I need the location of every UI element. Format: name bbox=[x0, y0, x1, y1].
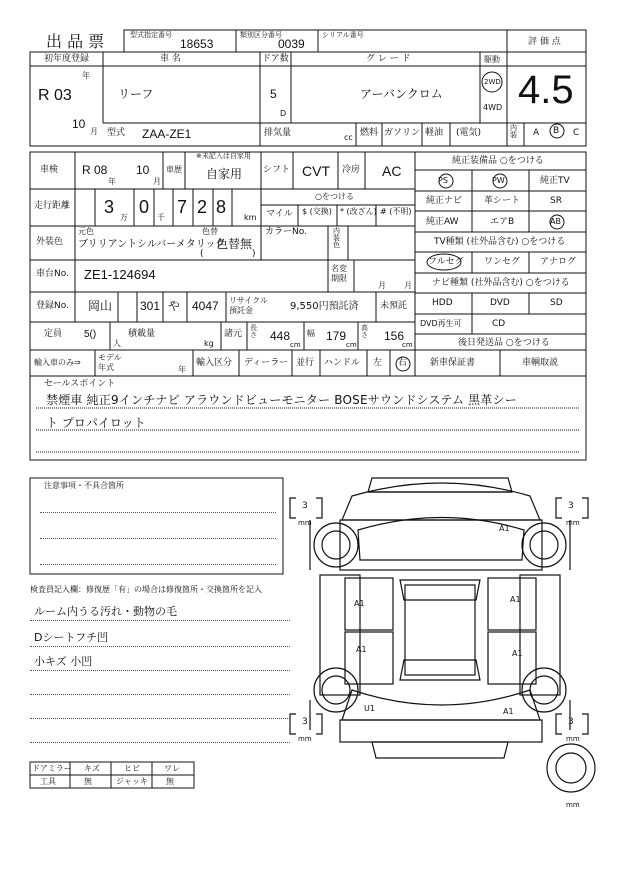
mark-right-front-door: A1 bbox=[510, 595, 521, 604]
equip-aw: 純正AW bbox=[426, 217, 459, 227]
width-cm: cm bbox=[346, 341, 357, 349]
month-unit: 月 bbox=[90, 127, 98, 136]
modified-label: * (改ざん) bbox=[340, 207, 377, 216]
car-name-label: 車 名 bbox=[160, 54, 181, 64]
car-name: リーフ bbox=[118, 87, 154, 101]
legend-jack: ジャッキ bbox=[116, 777, 148, 786]
recycle-unpaid: 未預託 bbox=[380, 301, 408, 311]
page-title: 出 品 票 bbox=[46, 32, 105, 51]
height-value: 156 bbox=[384, 329, 405, 343]
registration-label: 登録No. bbox=[36, 301, 69, 311]
dealer-option: ディーラー bbox=[244, 358, 289, 368]
mark-rear-left: U1 bbox=[364, 704, 375, 713]
year-unit: 年 bbox=[82, 71, 90, 80]
mileage-digit-2: 0 bbox=[139, 197, 150, 217]
tv-fullseg: フルセグ bbox=[428, 257, 464, 267]
later-header: 後日発送品 ○をつける bbox=[458, 338, 550, 348]
mileage-label: 走行距離 bbox=[34, 201, 71, 211]
capacity-label: 定員 bbox=[44, 329, 63, 339]
fuel-diesel: 軽油 bbox=[425, 128, 444, 138]
left-option: 左 bbox=[373, 358, 383, 368]
shaken-month: 10 bbox=[136, 163, 150, 177]
class-value: 0039 bbox=[278, 37, 305, 51]
shaken-month-unit: 月 bbox=[153, 177, 161, 186]
first-reg-label: 初年度登録 bbox=[44, 54, 90, 64]
length-cm: cm bbox=[290, 341, 301, 349]
import-type-label: 輸入区分 bbox=[196, 358, 233, 368]
mm-spare: mm bbox=[566, 801, 580, 809]
color-paren-close: ) bbox=[252, 249, 256, 259]
length-value: 448 bbox=[270, 329, 291, 343]
manual: 車輌取説 bbox=[522, 358, 559, 368]
sales-line-2: ト プロパイロット bbox=[46, 416, 146, 430]
mileage-digit-3: 7 bbox=[177, 197, 188, 217]
km-unit: km bbox=[244, 213, 257, 222]
color-change-value: 色替無 bbox=[216, 237, 253, 251]
length-label: 長さ bbox=[250, 324, 257, 339]
width-value: 179 bbox=[326, 329, 347, 343]
mark-left-front-door: A1 bbox=[354, 599, 365, 608]
equip-sr: SR bbox=[550, 196, 562, 206]
grade-value: アーバンクロム bbox=[360, 87, 443, 101]
tv-header: TV種類 (社外品含む) ○をつける bbox=[434, 237, 566, 247]
model-year-label: モデル年式 bbox=[98, 353, 122, 372]
model-value: ZAA-ZE1 bbox=[142, 127, 192, 141]
navi-sd: SD bbox=[550, 298, 563, 308]
first-reg-month: 10 bbox=[72, 117, 86, 131]
equip-airbag: エアB bbox=[490, 217, 515, 227]
reg-kana: や bbox=[168, 299, 181, 313]
displacement-label: 排気量 bbox=[264, 128, 292, 138]
interior-a: A bbox=[533, 128, 540, 138]
history-label: 車歴 bbox=[166, 165, 182, 174]
fuel-gas: ガソリン bbox=[384, 128, 421, 138]
shift-value: CVT bbox=[302, 163, 330, 179]
mm-front-left: mm bbox=[298, 519, 312, 527]
model-label: 型式 bbox=[107, 128, 126, 138]
sales-label: セールスポイント bbox=[44, 379, 116, 389]
warranty: 新車保証書 bbox=[430, 358, 476, 368]
interior-color-label: 内装色 bbox=[333, 227, 340, 249]
tv-oneseg: ワンセグ bbox=[484, 257, 521, 267]
door-label: ドア数 bbox=[262, 54, 289, 64]
handle-label: ハンドル bbox=[324, 358, 361, 368]
tv-analog: アナログ bbox=[540, 257, 577, 267]
mm-rear-left: mm bbox=[298, 735, 312, 743]
exterior-label: 外装色 bbox=[36, 237, 64, 247]
name-change-month: 月 bbox=[378, 281, 386, 290]
inspector-note-2: Dシートフチ凹 bbox=[34, 631, 109, 644]
drive-4wd: 4WD bbox=[483, 103, 503, 112]
recycle-label: リサイクル預託金 bbox=[229, 296, 268, 315]
ac-label: 冷房 bbox=[342, 165, 361, 175]
capacity-unit: 人 bbox=[113, 339, 121, 348]
grade-label: グ レ ー ド bbox=[366, 54, 411, 64]
equip-leather: 革シート bbox=[484, 196, 521, 206]
inspector-note-3: 小キズ 小凹 bbox=[34, 655, 93, 668]
fuel-label: 燃料 bbox=[360, 128, 379, 138]
height-label: 高さ bbox=[361, 324, 368, 339]
chassis-label: 車台No. bbox=[36, 269, 69, 279]
navi-dvd: DVD bbox=[490, 298, 510, 308]
original-color-label: 元色 bbox=[78, 227, 94, 236]
interior-b: B bbox=[553, 126, 560, 136]
mark-right-rear-door: A1 bbox=[512, 649, 523, 658]
color-paren-open: ( bbox=[200, 249, 204, 259]
load-label: 積載量 bbox=[128, 329, 156, 339]
model-year-unit: 年 bbox=[178, 365, 186, 374]
door-value: 5 bbox=[270, 87, 277, 101]
parallel-option: 並行 bbox=[296, 358, 315, 368]
notes-label: 注意事項・不具合箇所 bbox=[44, 481, 124, 490]
kg-unit: kg bbox=[204, 339, 214, 348]
first-reg-era: R 03 bbox=[38, 87, 72, 104]
tread-front-left: 3 bbox=[302, 501, 308, 511]
tread-front-right: 3 bbox=[568, 501, 574, 511]
equip-ab: AB bbox=[550, 217, 561, 226]
mile-label: マイル bbox=[266, 209, 293, 219]
reg-area: 岡山 bbox=[88, 299, 113, 313]
type-label: 型式指定番号 bbox=[130, 31, 172, 39]
navi-dvd-play: DVD再生可 bbox=[420, 319, 462, 328]
chassis-value: ZE1-124694 bbox=[84, 267, 156, 282]
navi-header: ナビ種類 (社外品含む) ○をつける bbox=[432, 278, 570, 288]
reg-number: 4047 bbox=[192, 299, 219, 313]
door-suffix: D bbox=[280, 109, 287, 118]
mileage-digit-1: 3 bbox=[104, 197, 115, 217]
right-option: 右 bbox=[398, 358, 408, 368]
shift-label: シフト bbox=[263, 165, 291, 175]
reg-class: 301 bbox=[140, 299, 161, 313]
legend-header-mirror: ドアミラー bbox=[32, 764, 72, 773]
recycle-value: 9,550円預託済 bbox=[290, 301, 359, 312]
dims-label: 諸元 bbox=[224, 329, 243, 339]
color-value: ブリリアントシルバーメタリック bbox=[78, 239, 226, 250]
color-number-label: カラーNo. bbox=[265, 227, 307, 237]
score-value: 4.5 bbox=[518, 68, 574, 112]
mm-front-right: mm bbox=[566, 519, 580, 527]
sen-unit: 千 bbox=[157, 213, 165, 222]
tread-rear-left: 3 bbox=[302, 717, 308, 727]
mark-front-right: A1 bbox=[499, 524, 510, 533]
legend-header-break: ワレ bbox=[164, 764, 180, 773]
mark-left-rear-door: A1 bbox=[356, 645, 367, 654]
drive-2wd: 2WD bbox=[484, 78, 501, 86]
circle-note: ○をつける bbox=[315, 192, 354, 201]
equip-navi: 純正ナビ bbox=[426, 196, 463, 206]
equipment-header: 純正装備品 ○をつける bbox=[452, 156, 544, 166]
interior-c: C bbox=[573, 128, 580, 138]
unknown-label: # (不明) bbox=[380, 207, 412, 216]
shaken-year-unit: 年 bbox=[108, 177, 116, 186]
type-value: 18653 bbox=[180, 37, 214, 51]
cc-unit: cc bbox=[344, 133, 353, 142]
import-label: 輸入車のみ⇒ bbox=[34, 358, 81, 367]
color-no-label: 色替 bbox=[202, 227, 218, 236]
height-cm: cm bbox=[402, 341, 413, 349]
interior-label: 内装 bbox=[510, 124, 517, 139]
ac-value: AC bbox=[382, 163, 402, 179]
mileage-digit-4: 2 bbox=[197, 197, 208, 217]
tread-rear-right: 3 bbox=[568, 717, 574, 727]
width-label: 幅 bbox=[307, 329, 315, 338]
shaken-label: 車検 bbox=[40, 165, 59, 175]
class-label: 類別区分番号 bbox=[240, 31, 282, 39]
capacity-value: 5() bbox=[84, 329, 97, 340]
sales-line-1: 禁煙車 純正9インチナビ アラウンドビューモニター BOSEサウンドシステム 黒革シー bbox=[46, 393, 517, 407]
history-value: 自家用 bbox=[206, 167, 243, 181]
equip-tv: 純正TV bbox=[540, 176, 570, 186]
serial-label: シリアル番号 bbox=[322, 31, 364, 39]
name-change-day: 月 bbox=[404, 281, 412, 290]
name-change-label: 名変期限 bbox=[331, 264, 347, 283]
man-unit: 万 bbox=[120, 213, 128, 222]
mm-rear-right: mm bbox=[566, 735, 580, 743]
legend-header-crack: ヒビ bbox=[124, 764, 140, 773]
legend-tool: 工具 bbox=[40, 777, 56, 786]
legend-jack-value: 無 bbox=[166, 777, 174, 786]
navi-hdd: HDD bbox=[432, 298, 453, 308]
mark-rear-right: A1 bbox=[503, 707, 514, 716]
equip-pw: PW bbox=[492, 176, 505, 185]
shaken-era: R 08 bbox=[82, 163, 108, 177]
drive-label: 駆動 bbox=[484, 55, 500, 64]
equip-ps: PS bbox=[438, 176, 448, 185]
legend-tool-value: 無 bbox=[84, 777, 92, 786]
inspector-note-1: ルーム内うる汚れ・動物の毛 bbox=[34, 605, 177, 618]
navi-cd: CD bbox=[492, 319, 506, 329]
score-label: 評 価 点 bbox=[528, 37, 561, 47]
inspector-label: 検査員記入欄：修復歴「有」の場合は修復箇所・交換箇所を記入 bbox=[30, 585, 262, 594]
history-note: ※未記入は自家用 bbox=[196, 152, 251, 160]
legend-header-scratch: キズ bbox=[84, 764, 100, 773]
exchange-label: $ (交換) bbox=[302, 207, 332, 216]
mileage-digit-5: 8 bbox=[216, 197, 227, 217]
fuel-other: (電気) bbox=[456, 128, 482, 138]
